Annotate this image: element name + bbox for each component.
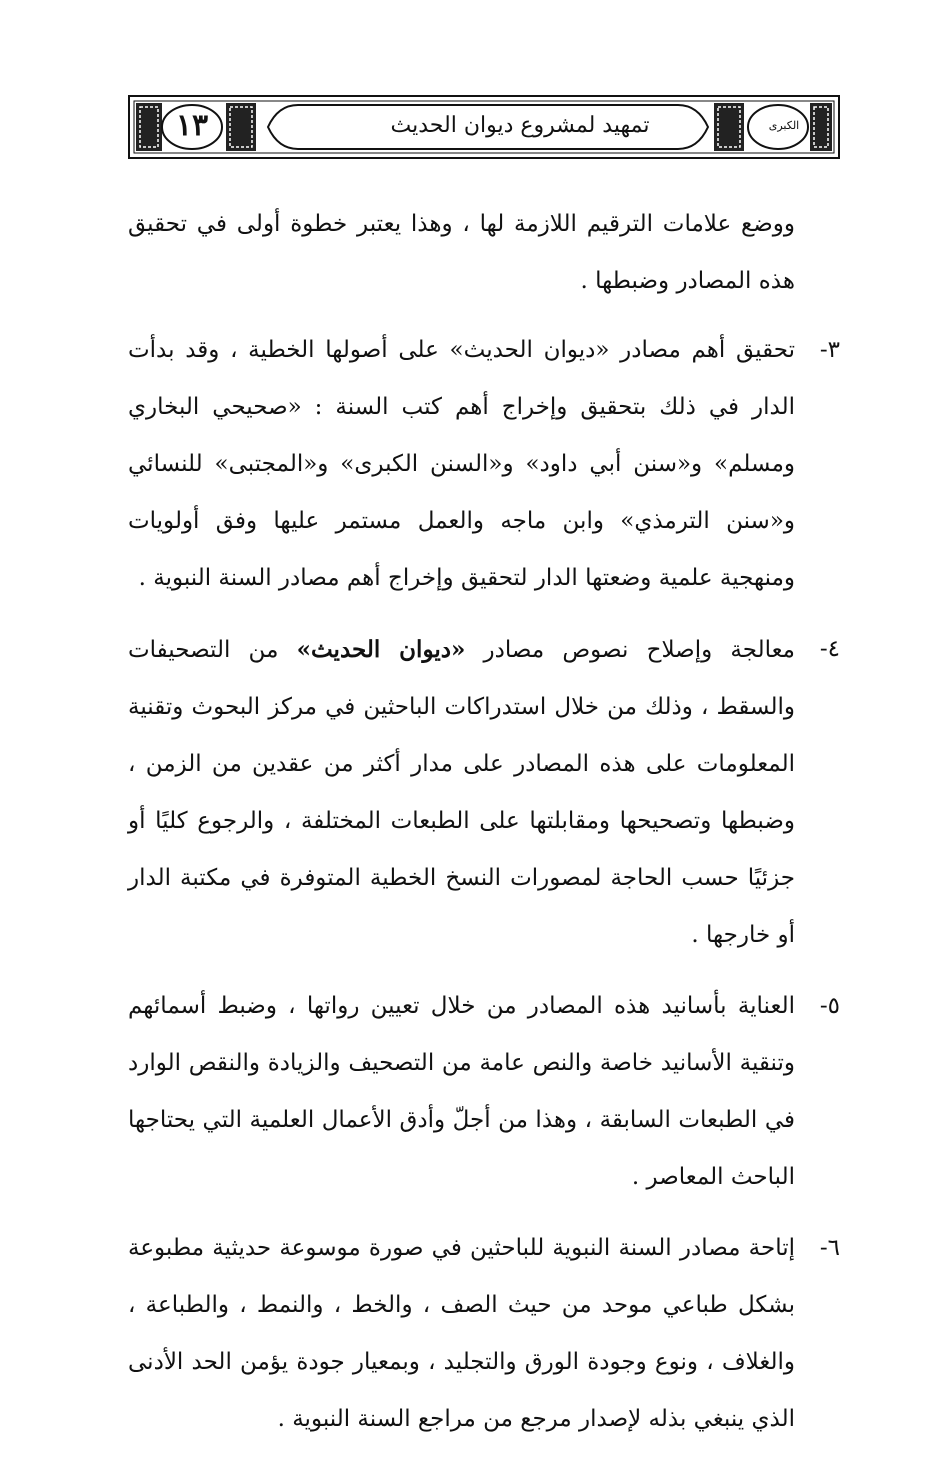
intro-paragraph: ووضع علامات الترقيم اللازمة لها ، وهذا يعتبر خطوة أولى في تحقيق هذه المصادر وضبطها . <box>128 211 795 294</box>
running-title: تمهيد لمشروع ديوان الحديث <box>390 113 650 138</box>
list-item-text: تحقيق أهم مصادر «ديوان الحديث» على أصولها الخطية ، وقد بدأت الدار في ذلك بتحقيق وإخراج أهم كتب السنة : «صحيحي البخاري ومسلم» و«سنن أبي داود» و«السنن الكبرى» و«المجتبى» للنسائي و«سنن الترمذي» وابن ماجه والعمل مستمر عليها وفق أولويات ومنهجية علمية وضعتها الدار لتحقيق وإخراج أهم مصادر السنة النبوية . <box>128 337 795 591</box>
list-item-text-part: معالجة وإصلاح نصوص مصادر <box>465 637 796 663</box>
publisher-logo: الكبرى <box>768 119 800 132</box>
list-item-number: ٦- <box>819 1235 840 1261</box>
list-item-number: ٤- <box>819 636 840 662</box>
list-item-text-part: من التصحيفات والسقط ، وذلك من خلال استدراكات الباحثين في مركز البحوث وتقنية المعلومات على هذه المصادر على مدار أكثر من عقدين من الزمن ، وضبطها وتصحيحها ومقابلتها على الطبعات المختلفة ، والرجوع كليًا أو جزئيًا حسب الحاجة لمصورات النسخ الخطية المتوفرة في مكتبة الدار أو خارجها . <box>128 637 795 948</box>
book-title-emphasis: «ديوان الحديث» <box>296 636 466 663</box>
list-item-text <box>128 621 795 964</box>
list-item <box>128 322 840 607</box>
list-item-text: إتاحة مصادر السنة النبوية للباحثين في صورة موسوعة حديثية مطبوعة بشكل طباعي موحد من حيث الصف ، والخط ، والنمط ، والطباعة ، والغلاف ، ونوع وجودة الورق والتجليد ، وبمعيار جودة يؤمن الحد الأدنى الذي ينبغي بذله لإصدار مرجع من مراجع السنة النبوية . <box>128 1235 795 1432</box>
page-number: ١٣ <box>175 108 209 143</box>
list-item <box>128 1220 840 1448</box>
page-body <box>128 196 840 1462</box>
list-item-text: العناية بأسانيد هذه المصادر من خلال تعيين رواتها ، وضبط أسمائهم وتنقية الأسانيد خاصة والنص عامة من التصحيف والزيادة والنقص الوارد في الطبعات السابقة ، وهذا من أجلّ وأدق الأعمال العلمية التي يحتاجها الباحث المعاصر . <box>128 993 795 1190</box>
list-item <box>128 978 840 1206</box>
list-item <box>128 621 840 964</box>
list-item-number: ٥- <box>819 993 840 1019</box>
list-item-number: ٣- <box>819 337 840 363</box>
